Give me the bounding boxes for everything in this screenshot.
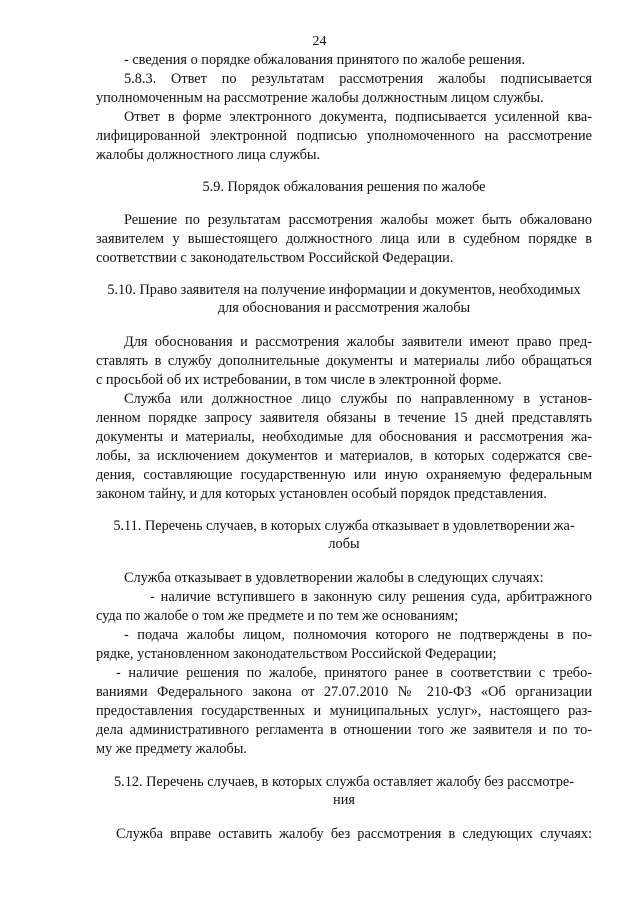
- text-line: 5.8.3. Ответ по результатам рассмотрения жалобы подписывается: [124, 71, 592, 87]
- text-line: ленном порядке запросу заявителя обязаны в течение 15 дней представлять: [96, 410, 592, 426]
- text-line: уполномоченным на рассмотрение жалобы должностным лицом службы.: [96, 90, 544, 106]
- text-line: Служба отказывает в удовлетворении жалобы в следующих случаях:: [124, 570, 544, 586]
- text-line: лобы, за исключением документов и материалов, в которых содержатся све-: [96, 448, 592, 464]
- text-line: Служба вправе оставить жалобу без рассмотрения в следующих случаях:: [116, 826, 592, 842]
- section-heading: лобы: [328, 536, 360, 552]
- text-line: ставлять в службу дополнительные документы и материалы либо обращаться: [96, 353, 592, 369]
- text-line: ваниями Федерального закона от 27.07.2010 № 210-ФЗ «Об организации: [96, 684, 592, 700]
- section-heading: 5.11. Перечень случаев, в которых служба отказывает в удовлетворении жа-: [113, 518, 575, 534]
- text-line: Ответ в форме электронного документа, подписывается усиленной ква-: [124, 109, 592, 125]
- text-line: - наличие решения по жалобе, принятого ранее в соответствии с требо-: [116, 665, 592, 681]
- section-heading: 5.12. Перечень случаев, в которых служба оставляет жалобу без рассмотре-: [113, 774, 575, 790]
- page-number: 24: [312, 34, 327, 49]
- text-line: му же предмету жалобы.: [96, 741, 247, 757]
- text-line: законом тайну, и для которых установлен особый порядок представления.: [96, 486, 547, 502]
- text-line: - сведения о порядке обжалования принятого по жалобе решения.: [124, 52, 526, 68]
- text-line: Для обоснования и рассмотрения жалобы заявители имеют право пред-: [124, 334, 592, 350]
- text-line: - подача жалобы лицом, полномочия которого не подтверждены в по-: [124, 627, 592, 643]
- section-heading: 5.10. Право заявителя на получение информации и документов, необходимых: [107, 282, 581, 298]
- text-line: дела административного регламента в отношении того же заявителя и по то-: [96, 722, 592, 738]
- text-line: заявителем у вышестоящего должностного лица или в судебном порядке в: [96, 231, 592, 247]
- text-line: Решение по результатам рассмотрения жалобы может быть обжаловано: [124, 212, 592, 228]
- text-line: суда по жалобе о том же предмете и по тем же основаниям;: [96, 608, 459, 624]
- text-line: лифицированной электронной подписью уполномоченного на рассмотрение: [96, 128, 592, 144]
- text-line: рядке, установленном законодательством Российской Федерации;: [96, 646, 497, 662]
- section-heading: ния: [333, 792, 355, 808]
- section-heading: для обоснования и рассмотрения жалобы: [217, 300, 471, 316]
- text-line: - наличие вступившего в законную силу решения суда, арбитражного: [150, 589, 592, 605]
- text-line: с просьбой об их истребовании, в том числе в электронной форме.: [96, 372, 502, 388]
- text-line: жалобы должностного лица службы.: [96, 147, 321, 163]
- text-line: предоставления государственных и муниципальных услуг», настоящего раз-: [96, 703, 592, 719]
- text-line: документы и материалы, необходимые для обоснования и рассмотрения жа-: [96, 429, 592, 445]
- text-line: Служба или должностное лицо службы по направленному в установ-: [124, 391, 592, 407]
- text-line: соответствии с законодательством Российской Федерации.: [96, 250, 454, 266]
- text-line: дения, составляющие государственную или иную охраняемую федеральным: [96, 467, 592, 483]
- section-heading: 5.9. Порядок обжалования решения по жалобе: [202, 179, 486, 195]
